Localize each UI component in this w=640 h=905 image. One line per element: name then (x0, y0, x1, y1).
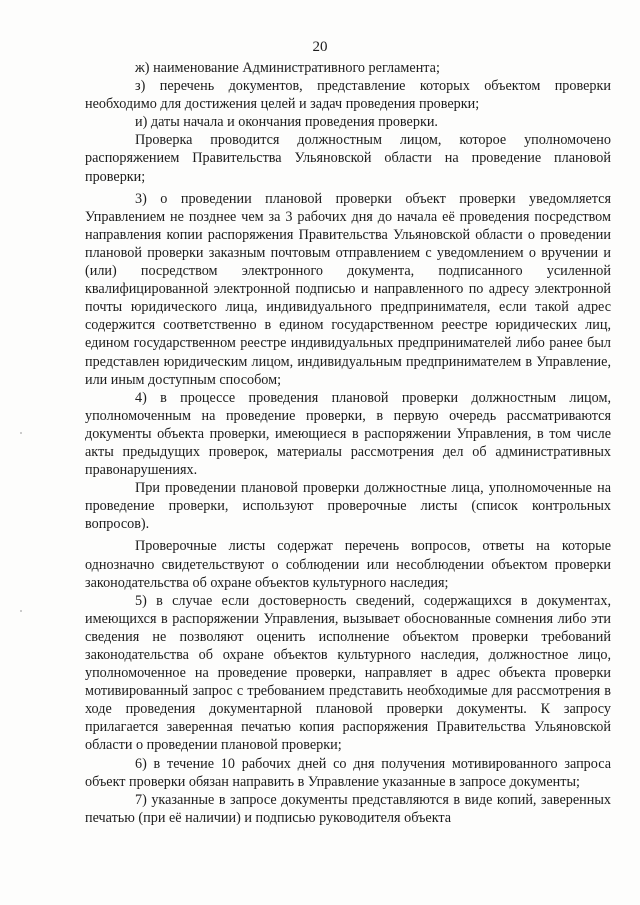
page-number: 20 (312, 39, 328, 55)
paragraph-inspector-authority: Проверка проводится должностным лицом, которое уполномочено распоряжением Правительства Ульяновской области на проведение плановой проверки; (85, 132, 611, 185)
paragraph-item-i: и) даты начала и окончания проведения проверки. (135, 114, 438, 131)
paragraph-item-7: 7) указанные в запросе документы представляются в виде копий, заверенных печатью (при её наличии) и подписью руководителя объекта (85, 791, 611, 826)
paragraph-item-6: 6) в течение 10 рабочих дней со дня получения мотивированного запроса объект проверки обязан направить в Управление указанные в запросе документы; (85, 755, 611, 790)
paragraph-item-5: 5) в случае если достоверность сведений, содержащихся в документах, имеющихся в распоряжении Управления, вызывает обоснованные сомнения либо эти сведения не позволяют оценить исполнение объектом проверки требований законодательства об охране объектов культурного наследия, должностное лицо, уполномоченное на проведение проверки, направляет в адрес объекта проверки мотивированный запрос с требованием представить необходимые для рассмотрения в ходе проведения документарной плановой проверки документы. К запросу прилагается заверенная печатью копия распоряжения Правительства Ульяновской области о проведении плановой проверки; (85, 592, 611, 754)
paragraph-checklists-usage: При проведении плановой проверки должностные лица, уполномоченные на проведение проверки, используют проверочные листы (список контрольных вопросов). (85, 480, 611, 533)
scan-speck (20, 432, 22, 434)
paragraph-item-zh: ж) наименование Административного регламента; (135, 60, 440, 76)
paragraph-item-3: 3) о проведении плановой проверки объект проверки уведомляется Управлением не позднее чем за 3 рабочих дня до начала её проведения посредством направления копии распоряжения Правительства Ульяновской области о проведении плановой проверки заказным почтовым отправлением с уведомлением о вручении и (или) посредством электронного документа, подписанного усиленной квалифицированной электронной подписью и направленного по адресу электронной почты юридического лица, индивидуального предпринимателя, если такой адрес содержится соответственно в едином государственном реестре юридических лиц, едином государственном реестре индивидуальных предпринимателей либо ранее был представлен юридическим лицом, индивидуальным предпринимателем в Управление, или иным доступным способом; (85, 190, 611, 388)
paragraph-item-z: з) перечень документов, представление которых объектом проверки необходимо для достижения целей и задач проведения проверки; (85, 78, 611, 113)
scan-speck (20, 610, 22, 612)
document-body (85, 59, 611, 827)
paragraph-checklists-content: Проверочные листы содержат перечень вопросов, ответы на которые однозначно свидетельствуют о соблюдении или несоблюдении объектом проверки законодательства об охране объектов культурного наследия; (85, 538, 611, 591)
paragraph-item-4: 4) в процессе проведения плановой проверки должностным лицом, уполномоченным на проведение проверки, в первую очередь рассматриваются документы объекта проверки, имеющиеся в распоряжении Управления, в том числе акты предыдущих проверок, материалы рассмотрения дел об административных правонарушениях. (85, 389, 611, 479)
